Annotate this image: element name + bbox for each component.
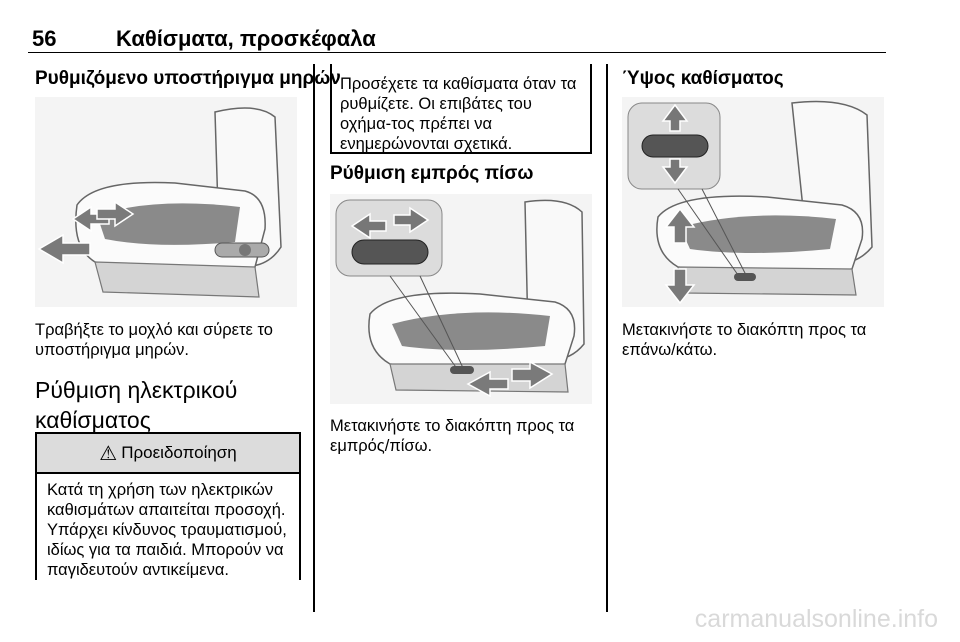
note-box (330, 64, 592, 154)
warning-triangle-icon: ⚠ (99, 442, 118, 465)
fore-aft-illustration (330, 194, 592, 404)
seat-height-illustration (622, 97, 884, 307)
seat-height-caption: Μετακινήστε το διακόπτη προς τα επάνω/κάτω. (622, 321, 867, 359)
watermark: carmanualsonline.info (694, 605, 938, 633)
power-seat-heading: Ρύθμιση ηλεκτρικού καθίσματος (35, 377, 238, 433)
warning-title: Προειδοποίηση (121, 443, 237, 462)
note-text: Προσέχετε τα καθίσματα όταν τα ρυθμίζετε. Οι επιβάτες του οχήμα-τος πρέπει να ενημερώνονται σχετικά. (340, 75, 577, 153)
thigh-support-caption: Τραβήξτε το μοχλό και σύρετε το υποστήριγμα μηρών. (35, 321, 273, 359)
fore-aft-heading: Ρύθμιση εμπρός πίσω (330, 163, 534, 184)
warning-header (37, 434, 299, 474)
thigh-support-heading: Ρυθμιζόμενο υποστήριγμα μηρών (35, 68, 341, 89)
page-header (28, 24, 886, 53)
page-number: 56 (32, 26, 57, 51)
seat-height-heading: Ύψος καθίσματος (622, 68, 784, 89)
thigh-support-illustration (35, 97, 297, 307)
page-title: Καθίσματα, προσκέφαλα (116, 26, 376, 51)
warning-box (35, 432, 301, 580)
column-divider-right (606, 64, 608, 612)
column-divider-left (313, 64, 315, 612)
warning-text: Κατά τη χρήση των ηλεκτρικών καθισμάτων απαιτείται προσοχή. Υπάρχει κίνδυνος τραυματισμού, ιδίως για τα παιδιά. Μπορούν να παγιδευτούν αντικείμενα. (47, 481, 287, 579)
fore-aft-caption: Μετακινήστε το διακόπτη προς τα εμπρός/πίσω. (330, 417, 575, 455)
